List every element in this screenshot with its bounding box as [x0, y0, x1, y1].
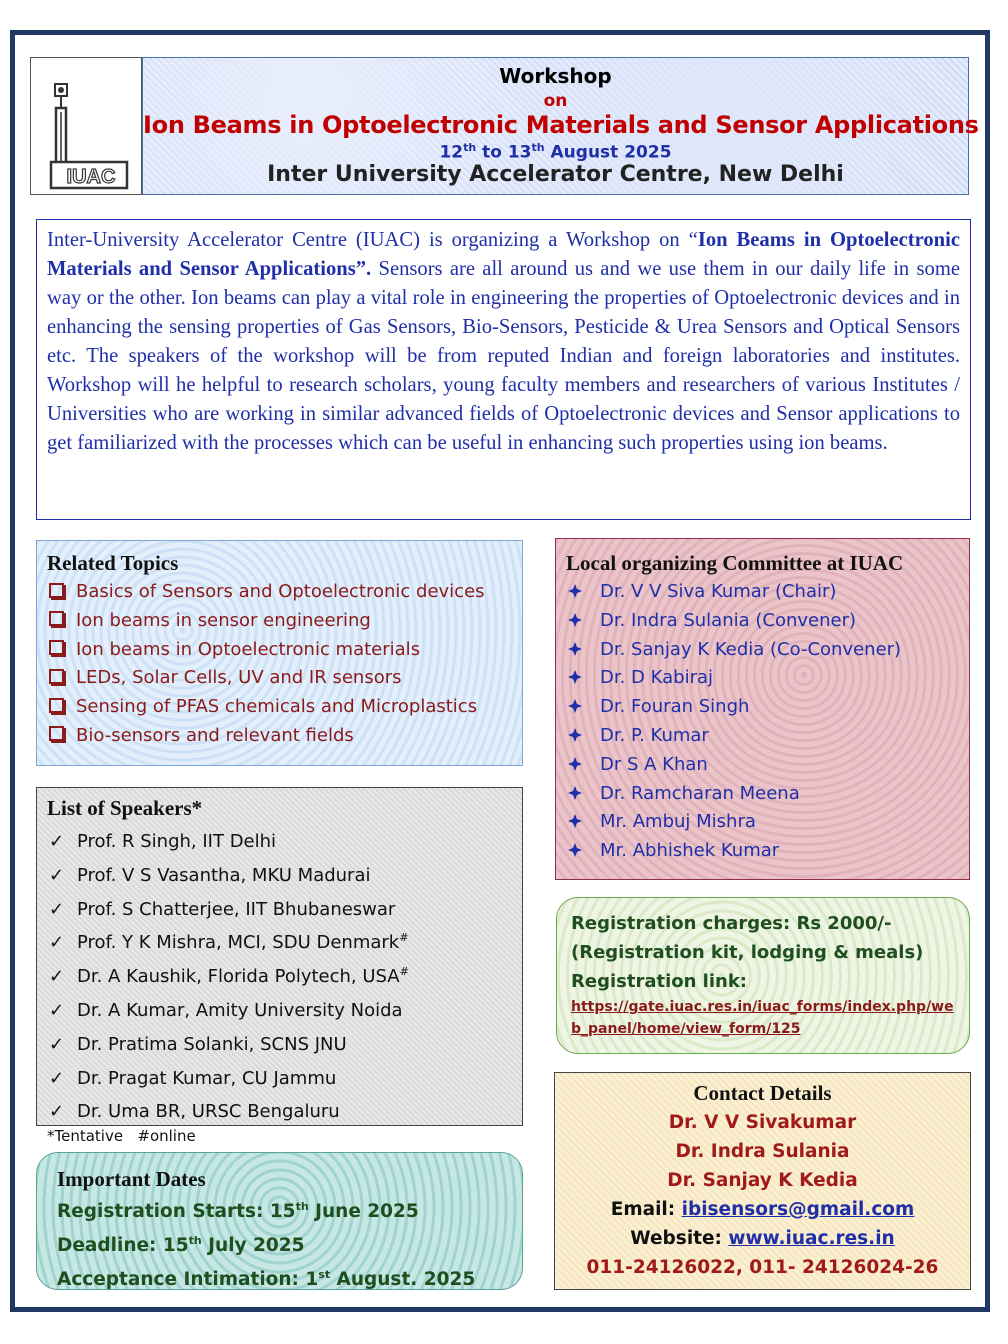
acceptance-date: Acceptance Intimation: 1st August. 2025: [57, 1268, 476, 1291]
diamond-bullet-icon: [568, 670, 582, 684]
committee-title: Local organizing Committee at IUAC: [566, 551, 904, 575]
list-item: Ion beams in Optoelectronic materials: [47, 636, 512, 665]
committee-list: [564, 578, 961, 866]
header-workshop: Workshop: [499, 64, 612, 88]
checkmark-icon: ✓: [49, 932, 65, 954]
logo-text: IUAC: [66, 166, 116, 188]
important-dates-box: [36, 1152, 523, 1290]
checkbox-icon: [49, 583, 64, 598]
topics-list: [47, 578, 512, 751]
checkmark-icon: ✓: [49, 1033, 65, 1055]
checkmark-icon: ✓: [49, 1101, 65, 1123]
website-link[interactable]: www.iuac.res.in: [728, 1228, 895, 1249]
contact-phone: 011-24126022, 011- 24126024-26: [586, 1257, 939, 1278]
list-item: Dr. Ramcharan Meena: [564, 780, 961, 809]
list-item: ✓ Dr. Pragat Kumar, CU Jammu: [47, 1060, 512, 1094]
diamond-bullet-icon: [568, 843, 582, 857]
diamond-bullet-icon: [568, 584, 582, 598]
list-item: Ion beams in sensor engineering: [47, 607, 512, 636]
list-item: ✓ Prof. V S Vasantha, MKU Madurai: [47, 857, 512, 891]
header-banner: [142, 57, 979, 195]
contact-name: Dr. Indra Sulania: [675, 1141, 850, 1162]
list-item: Dr. Sanjay K Kedia (Co-Convener): [564, 636, 961, 665]
list-item: Dr. Indra Sulania (Convener): [564, 607, 961, 636]
related-topics-box: [36, 540, 523, 766]
list-item: ✓ Dr. Pratima Solanki, SCNS JNU: [47, 1026, 512, 1060]
registration-box: [556, 897, 970, 1054]
list-item: ✓ Dr. Uma BR, URSC Bengaluru: [47, 1093, 512, 1127]
workshop-venue: Inter University Accelerator Centre, New Delhi: [267, 162, 844, 187]
registration-start-date: Registration Starts: 15th June 2025: [57, 1200, 419, 1223]
checkbox-icon: [49, 669, 64, 684]
committee-box: [555, 538, 970, 880]
checkbox-icon: [49, 611, 64, 626]
list-item: Mr. Ambuj Mishra: [564, 808, 961, 837]
list-item: Dr S A Khan: [564, 751, 961, 780]
workshop-title: Ion Beams in Optoelectronic Materials and Sensor Applications: [143, 111, 979, 139]
speakers-box: [36, 787, 523, 1146]
list-item: Bio-sensors and relevant fields: [47, 722, 512, 751]
registration-link[interactable]: https://gate.iuac.res.in/iuac_forms/index.php/web_panel/home/view_form/125: [571, 999, 954, 1038]
checkbox-icon: [49, 640, 64, 655]
list-item: Sensing of PFAS chemicals and Microplastics: [47, 693, 512, 722]
checkmark-icon: ✓: [49, 864, 65, 886]
contact-box: [554, 1072, 971, 1290]
list-item: Dr. D Kabiraj: [564, 664, 961, 693]
list-item: Dr. V V Siva Kumar (Chair): [564, 578, 961, 607]
list-item: LEDs, Solar Cells, UV and IR sensors: [47, 664, 512, 693]
deadline-date: Deadline: 15th July 2025: [57, 1234, 305, 1257]
registration-link-label: Registration link:: [571, 970, 748, 992]
list-item: Basics of Sensors and Optoelectronic devices: [47, 578, 512, 607]
checkmark-icon: ✓: [49, 898, 65, 920]
intro-paragraph: Inter-University Accelerator Centre (IUAC) is organizing a Workshop on “Ion Beams in Optoelectronic Materials and Sensor Applications”. Sensors are all around us and we use them in our daily life in some way or the other. Ion beams can play a vital role in engineering the properties of Optoelectronic devices and in enhancing the sensing properties of Gas Sensors, Bio-Sensors, Pesticide & Urea Sensors and Optical Sensors etc. The speakers of the workshop will be from reputed Indian and foreign laboratories and institutes. Workshop will he helpful to research scholars, young faculty members and researchers of various Institutes / Universities who are working in similar advanced fields of Optoelectronic devices and Sensor applications to get familiarized with the processes which can be useful in enhancing such properties using ion beams.: [47, 229, 960, 454]
intro-box: [36, 219, 971, 520]
checkmark-icon: ✓: [49, 999, 65, 1021]
topics-title: Related Topics: [47, 551, 179, 575]
speakers-list: [47, 823, 512, 1127]
contact-email: Email: ibisensors@gmail.com: [610, 1199, 915, 1220]
diamond-bullet-icon: [568, 757, 582, 771]
contact-website: Website: www.iuac.res.in: [630, 1228, 895, 1249]
iuac-logo-icon: [31, 58, 141, 194]
list-item: ✓ Prof. Y K Mishra, MCI, SDU Denmark#: [47, 924, 512, 958]
diamond-bullet-icon: [568, 814, 582, 828]
checkmark-icon: ✓: [49, 1067, 65, 1089]
registration-includes: (Registration kit, lodging & meals): [571, 941, 924, 963]
contact-title: Contact Details: [693, 1081, 832, 1105]
list-item: Dr. P. Kumar: [564, 722, 961, 751]
diamond-bullet-icon: [568, 699, 582, 713]
diamond-bullet-icon: [568, 642, 582, 656]
registration-charges: Registration charges: Rs 2000/-: [571, 913, 892, 934]
list-item: ✓ Dr. A Kaushik, Florida Polytech, USA#: [47, 958, 512, 992]
diamond-bullet-icon: [568, 728, 582, 742]
dates-title: Important Dates: [57, 1167, 206, 1191]
checkbox-icon: [49, 726, 64, 741]
speakers-title: List of Speakers*: [47, 796, 203, 820]
checkmark-icon: ✓: [49, 966, 65, 988]
list-item: ✓ Prof. S Chatterjee, IIT Bhubaneswar: [47, 891, 512, 925]
diamond-bullet-icon: [568, 613, 582, 627]
list-item: ✓ Dr. A Kumar, Amity University Noida: [47, 992, 512, 1026]
header-on: on: [543, 91, 568, 111]
speakers-note: *Tentative #online: [47, 1127, 196, 1146]
list-item: Mr. Abhishek Kumar: [564, 837, 961, 866]
email-link[interactable]: ibisensors@gmail.com: [681, 1199, 915, 1220]
contact-name: Dr. Sanjay K Kedia: [667, 1170, 858, 1191]
checkbox-icon: [49, 698, 64, 713]
workshop-dates: 12th to 13th August 2025: [439, 141, 672, 163]
iuac-logo: [30, 57, 142, 195]
list-item: ✓ Prof. R Singh, IIT Delhi: [47, 823, 512, 857]
contact-name: Dr. V V Sivakumar: [668, 1112, 857, 1133]
diamond-bullet-icon: [568, 786, 582, 800]
list-item: Dr. Fouran Singh: [564, 693, 961, 722]
checkmark-icon: ✓: [49, 831, 65, 852]
